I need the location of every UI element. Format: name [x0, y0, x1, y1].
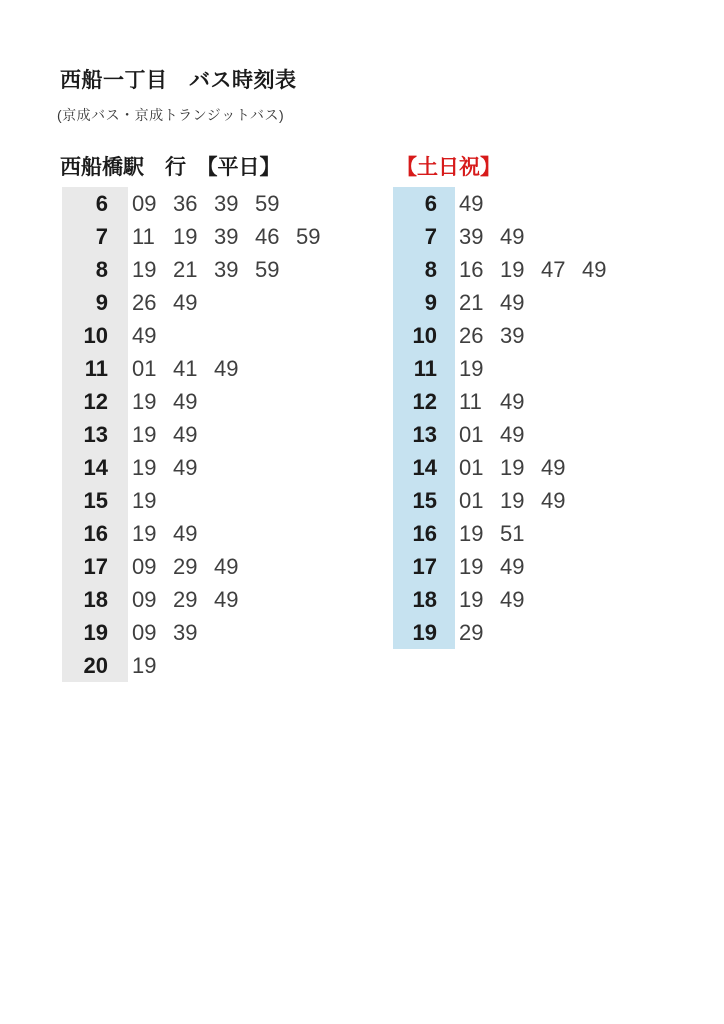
- minutes-cells: [455, 583, 525, 616]
- minutes-cells: [128, 517, 198, 550]
- timetable-row: [62, 187, 321, 220]
- minute-cell: 46: [255, 223, 280, 249]
- minute-cell: 49: [132, 322, 157, 348]
- minute-cell: 26: [132, 289, 157, 315]
- hour-cell: 9: [393, 286, 455, 319]
- timetable-row: [393, 550, 607, 583]
- hour-cell: 12: [62, 385, 128, 418]
- minute-cell: 49: [541, 487, 566, 513]
- timetable-row: [393, 352, 607, 385]
- hour-cell: 9: [62, 286, 128, 319]
- minutes-cells: [128, 253, 280, 286]
- minute-cell: 36: [173, 190, 198, 216]
- minute-cell: 49: [214, 355, 239, 381]
- minute-cell: 49: [214, 553, 239, 579]
- minute-cell: 16: [459, 256, 484, 282]
- minute-cell: 09: [132, 190, 157, 216]
- minute-cell: 19: [173, 223, 198, 249]
- timetable-row: [62, 616, 321, 649]
- minutes-cells: [455, 385, 525, 418]
- timetable-row: [62, 253, 321, 286]
- minutes-cells: [455, 451, 566, 484]
- hour-cell: 7: [393, 220, 455, 253]
- timetable-row: [62, 517, 321, 550]
- hour-cell: 6: [62, 187, 128, 220]
- hour-cell: 12: [393, 385, 455, 418]
- minutes-cells: [128, 616, 198, 649]
- minutes-cells: [128, 583, 239, 616]
- hour-cell: 11: [62, 352, 128, 385]
- minute-cell: 19: [500, 487, 525, 513]
- minute-cell: 49: [541, 454, 566, 480]
- hour-cell: 7: [62, 220, 128, 253]
- minute-cell: 41: [173, 355, 198, 381]
- minute-cell: 49: [582, 256, 607, 282]
- minutes-cells: [455, 418, 525, 451]
- minute-cell: 49: [173, 454, 198, 480]
- minute-cell: 19: [132, 520, 157, 546]
- minutes-cells: [128, 418, 198, 451]
- minutes-cells: [455, 286, 525, 319]
- minute-cell: 21: [173, 256, 198, 282]
- minute-cell: 39: [214, 190, 239, 216]
- hour-cell: 10: [393, 319, 455, 352]
- timetable-row: [62, 484, 321, 517]
- minutes-cells: [455, 253, 607, 286]
- hour-cell: 13: [62, 418, 128, 451]
- minute-cell: 19: [459, 553, 484, 579]
- weekday-timetable: [62, 157, 321, 682]
- timetable-row: [62, 286, 321, 319]
- timetable-row: [62, 451, 321, 484]
- hour-cell: 15: [393, 484, 455, 517]
- minute-cell: 19: [132, 256, 157, 282]
- minute-cell: 49: [500, 289, 525, 315]
- hour-cell: 14: [62, 451, 128, 484]
- timetable-row: [393, 385, 607, 418]
- minute-cell: 39: [214, 223, 239, 249]
- minutes-cells: [128, 352, 239, 385]
- minute-cell: 11: [459, 388, 482, 414]
- minute-cell: 51: [500, 520, 525, 546]
- minute-cell: 49: [173, 421, 198, 447]
- timetable-row: [393, 319, 607, 352]
- minute-cell: 39: [214, 256, 239, 282]
- minute-cell: 19: [132, 652, 157, 678]
- minutes-cells: [455, 616, 484, 649]
- minute-cell: 19: [132, 454, 157, 480]
- hour-cell: 8: [62, 253, 128, 286]
- holiday-rows: [393, 187, 607, 649]
- hour-cell: 13: [393, 418, 455, 451]
- timetable-row: [393, 484, 607, 517]
- hour-cell: 11: [393, 352, 455, 385]
- minute-cell: 29: [173, 553, 198, 579]
- minute-cell: 39: [459, 223, 484, 249]
- timetable-row: [62, 418, 321, 451]
- timetable-row: [62, 352, 321, 385]
- minute-cell: 49: [500, 388, 525, 414]
- minute-cell: 49: [500, 586, 525, 612]
- minute-cell: 29: [173, 586, 198, 612]
- minutes-cells: [128, 649, 157, 682]
- timetable-row: [62, 319, 321, 352]
- minute-cell: 49: [173, 289, 198, 315]
- minutes-cells: [455, 220, 525, 253]
- minutes-cells: [128, 451, 198, 484]
- timetable-row: [62, 583, 321, 616]
- minute-cell: 49: [459, 190, 484, 216]
- minute-cell: 49: [500, 553, 525, 579]
- hour-cell: 15: [62, 484, 128, 517]
- hour-cell: 17: [393, 550, 455, 583]
- minutes-cells: [455, 352, 484, 385]
- minute-cell: 59: [255, 190, 280, 216]
- minute-cell: 19: [459, 355, 484, 381]
- minute-cell: 11: [132, 223, 155, 249]
- minute-cell: 21: [459, 289, 484, 315]
- minute-cell: 49: [214, 586, 239, 612]
- timetable-row: [62, 550, 321, 583]
- hour-cell: 6: [393, 187, 455, 220]
- minute-cell: 26: [459, 322, 484, 348]
- minute-cell: 19: [132, 487, 157, 513]
- minute-cell: 39: [173, 619, 198, 645]
- minute-cell: 59: [296, 223, 321, 249]
- minute-cell: 49: [173, 388, 198, 414]
- hour-cell: 18: [62, 583, 128, 616]
- minute-cell: 19: [459, 520, 484, 546]
- hour-cell: 19: [62, 616, 128, 649]
- holiday-timetable: [393, 157, 607, 649]
- timetable-row: [393, 616, 607, 649]
- hour-cell: 10: [62, 319, 128, 352]
- minute-cell: 09: [132, 619, 157, 645]
- minutes-cells: [455, 550, 525, 583]
- minutes-cells: [455, 517, 525, 550]
- minute-cell: 29: [459, 619, 484, 645]
- hour-cell: 14: [393, 451, 455, 484]
- minutes-cells: [128, 385, 198, 418]
- minute-cell: 49: [500, 421, 525, 447]
- minute-cell: 09: [132, 586, 157, 612]
- timetable-row: [393, 517, 607, 550]
- weekday-heading: 西船橋駅 行 【平日】: [60, 156, 281, 179]
- minutes-cells: [128, 484, 157, 517]
- minute-cell: 59: [255, 256, 280, 282]
- minute-cell: 49: [173, 520, 198, 546]
- minute-cell: 01: [459, 454, 484, 480]
- timetable-row: [393, 286, 607, 319]
- weekday-rows: [62, 187, 321, 682]
- timetable-row: [62, 220, 321, 253]
- timetable-row: [393, 187, 607, 220]
- minute-cell: 19: [132, 388, 157, 414]
- minute-cell: 01: [459, 487, 484, 513]
- page-subtitle: (京成バス・京成トランジットバス): [57, 107, 285, 123]
- hour-cell: 19: [393, 616, 455, 649]
- minutes-cells: [128, 220, 321, 253]
- hour-cell: 16: [62, 517, 128, 550]
- minute-cell: 19: [500, 454, 525, 480]
- minutes-cells: [128, 187, 280, 220]
- minutes-cells: [455, 319, 525, 352]
- page-title: 西船一丁目 バス時刻表: [60, 69, 297, 92]
- minute-cell: 39: [500, 322, 525, 348]
- minute-cell: 09: [132, 553, 157, 579]
- hour-cell: 17: [62, 550, 128, 583]
- minutes-cells: [455, 187, 484, 220]
- minute-cell: 49: [500, 223, 525, 249]
- hour-cell: 20: [62, 649, 128, 682]
- hour-cell: 16: [393, 517, 455, 550]
- holiday-heading: 【土日祝】: [396, 156, 501, 179]
- minute-cell: 01: [459, 421, 484, 447]
- minute-cell: 19: [459, 586, 484, 612]
- minutes-cells: [128, 286, 198, 319]
- minutes-cells: [128, 550, 239, 583]
- timetable-row: [393, 418, 607, 451]
- timetable-row: [62, 649, 321, 682]
- minutes-cells: [455, 484, 566, 517]
- timetable-row: [393, 583, 607, 616]
- hour-cell: 8: [393, 253, 455, 286]
- minute-cell: 47: [541, 256, 566, 282]
- minute-cell: 19: [500, 256, 525, 282]
- timetable-row: [62, 385, 321, 418]
- hour-cell: 18: [393, 583, 455, 616]
- minutes-cells: [128, 319, 157, 352]
- minute-cell: 19: [132, 421, 157, 447]
- minute-cell: 01: [132, 355, 157, 381]
- timetable-row: [393, 253, 607, 286]
- timetable-row: [393, 451, 607, 484]
- timetable-row: [393, 220, 607, 253]
